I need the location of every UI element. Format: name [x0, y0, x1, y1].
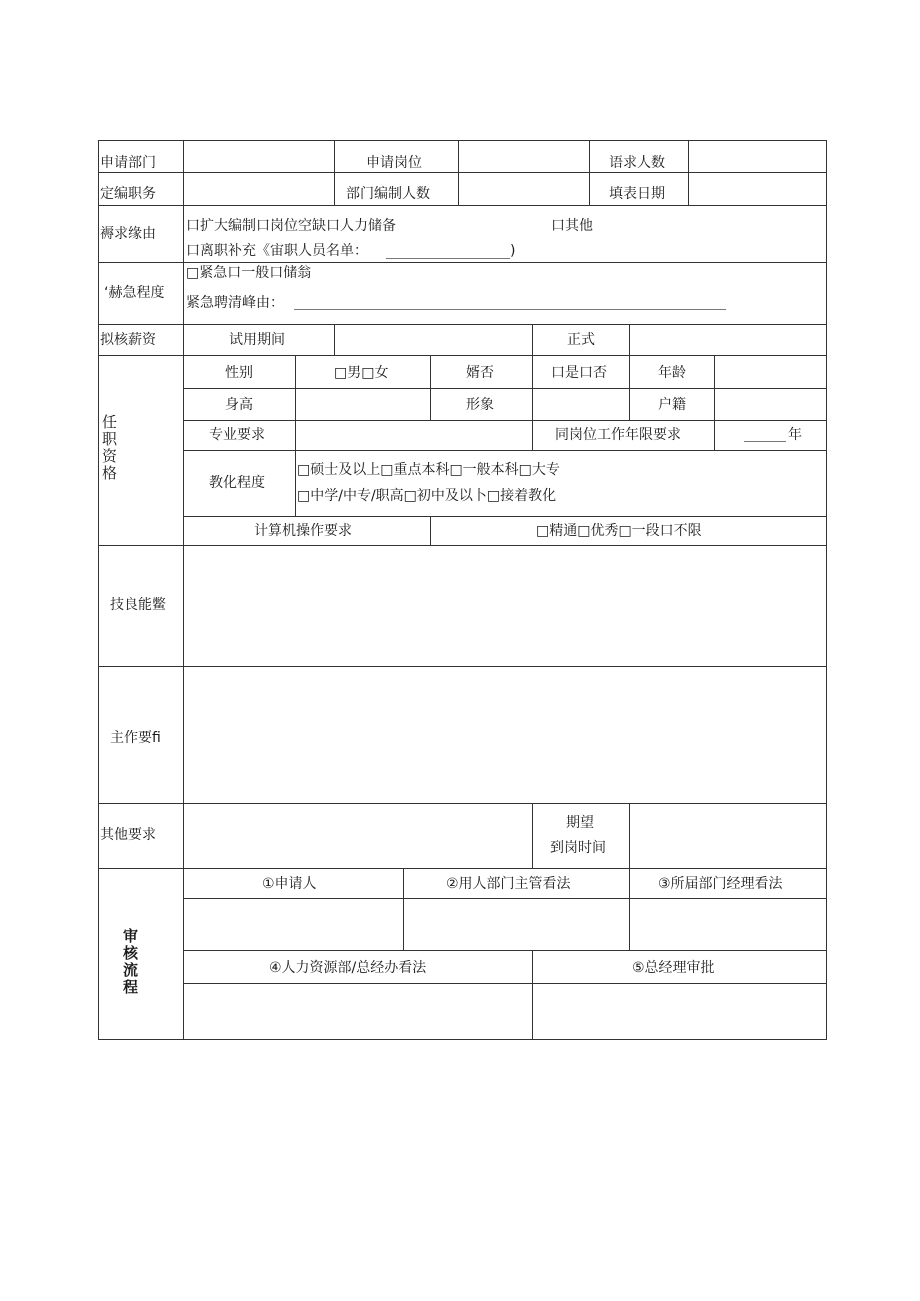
- education-options-line1[interactable]: □硕士及以上□重点本科□一般本科□大专: [297, 462, 560, 478]
- reason-options-line2[interactable]: 口离职补充《宙职人员名单：: [186, 243, 368, 259]
- table-border-left: [98, 140, 99, 1040]
- row-divider: [183, 516, 827, 517]
- dept-label: 申请部门: [100, 155, 156, 171]
- headcount-label: 语求人数: [609, 155, 665, 171]
- qualification-section-label: 任 职 资 格: [102, 413, 118, 482]
- hukou-label: 户籍: [658, 397, 686, 413]
- gm-approval-field[interactable]: [533, 984, 826, 1039]
- hukou-field[interactable]: [715, 389, 826, 420]
- marriage-options[interactable]: 口是口否: [551, 365, 607, 381]
- table-border-right: [826, 140, 827, 1040]
- approval-step-dept-supervisor: ②用人部门主管看法: [446, 876, 571, 892]
- approval-section-label: 审 核 流 程: [123, 927, 139, 996]
- urgency-options[interactable]: □紧急口一般口储翁: [186, 265, 312, 281]
- experience-years-underline[interactable]: [744, 441, 786, 442]
- position-field[interactable]: [459, 141, 589, 172]
- age-field[interactable]: [715, 356, 826, 388]
- formal-salary-field[interactable]: [630, 325, 826, 355]
- height-field[interactable]: [296, 389, 430, 420]
- dept-staff-label: 部门编制人数: [346, 186, 430, 202]
- expected-arrival-label-line2: 到岗时间: [550, 840, 606, 856]
- table-border-bottom: [98, 1039, 827, 1040]
- col-divider: [430, 355, 431, 420]
- expected-arrival-label-line1: 期望: [566, 815, 594, 831]
- skills-field[interactable]: [184, 546, 826, 666]
- major-label: 专业要求: [209, 427, 265, 443]
- date-label: 填表日期: [609, 186, 665, 202]
- row-divider: [183, 950, 827, 951]
- formal-label: 正式: [567, 332, 595, 348]
- urgency-reason-underline[interactable]: [294, 309, 726, 310]
- education-label: 教化程度: [209, 475, 265, 491]
- marriage-label: 婿否: [466, 365, 494, 381]
- row-divider: [98, 868, 827, 869]
- urgency-label: ‘赫急程度: [104, 285, 165, 301]
- col-divider: [589, 140, 590, 205]
- computer-skill-label: 计算机操作要求: [254, 523, 352, 539]
- major-field[interactable]: [296, 421, 532, 450]
- urgency-reason-label: 紧急聘清峰由：: [186, 295, 284, 311]
- position-label: 申请岗位: [366, 155, 422, 171]
- computer-skill-options[interactable]: □精通□优秀□一段口不限: [536, 523, 702, 539]
- row-divider: [98, 262, 827, 263]
- experience-years-label: 同岗位工作年限要求: [555, 427, 681, 443]
- probation-salary-field[interactable]: [335, 325, 532, 355]
- appearance-label: 形象: [466, 397, 494, 413]
- row-divider: [183, 450, 827, 451]
- col-divider: [532, 324, 533, 355]
- probation-label: 试用期间: [229, 332, 285, 348]
- expected-arrival-field[interactable]: [630, 804, 826, 868]
- other-requirements-label: 其他要求: [100, 827, 156, 843]
- col-divider: [295, 450, 296, 516]
- salary-label: 拟核薪资: [100, 332, 156, 348]
- staffing-label: 定编职务: [100, 186, 156, 202]
- reason-line2-close: ): [510, 243, 516, 259]
- height-label: 身高: [225, 397, 253, 413]
- headcount-field[interactable]: [689, 141, 826, 172]
- col-divider: [532, 803, 533, 868]
- duties-label: 主作要fi: [110, 730, 161, 746]
- approval-step-gm: ⑤总经理审批: [632, 960, 715, 976]
- reason-options-line1[interactable]: 口扩大编制口岗位空缺口人力储备: [186, 218, 396, 234]
- appearance-field[interactable]: [533, 389, 629, 420]
- other-requirements-field[interactable]: [184, 804, 532, 868]
- manager-opinion-field[interactable]: [630, 899, 826, 950]
- age-label: 年龄: [658, 365, 686, 381]
- skills-label: 技良能鳖: [110, 597, 166, 613]
- supervisor-opinion-field[interactable]: [404, 899, 629, 950]
- resigned-names-underline[interactable]: [386, 258, 510, 259]
- gender-label: 性别: [225, 365, 253, 381]
- dept-field[interactable]: [184, 141, 334, 172]
- col-divider: [629, 355, 630, 420]
- experience-years-unit: 年: [788, 427, 802, 443]
- reason-label: 褥求缘由: [100, 226, 156, 242]
- date-field[interactable]: [689, 173, 826, 205]
- hr-opinion-field[interactable]: [184, 984, 532, 1039]
- reason-other-option[interactable]: 口其他: [551, 218, 593, 234]
- approval-step-hr: ④人力资源部/总经办看法: [269, 960, 427, 976]
- duties-field[interactable]: [184, 667, 826, 803]
- staffing-field[interactable]: [184, 173, 334, 205]
- approval-step-applicant: ①申请人: [262, 876, 317, 892]
- col-divider: [430, 516, 431, 545]
- approval-step-dept-manager: ③所届部门经理看法: [658, 876, 783, 892]
- row-divider: [98, 205, 827, 206]
- gender-options[interactable]: □男□女: [334, 365, 389, 381]
- col-divider: [334, 140, 335, 205]
- applicant-signature-field[interactable]: [184, 899, 403, 950]
- dept-staff-field[interactable]: [459, 173, 589, 205]
- education-options-line2[interactable]: □中学/中专/职高□初中及以卜□接着教化: [297, 488, 557, 504]
